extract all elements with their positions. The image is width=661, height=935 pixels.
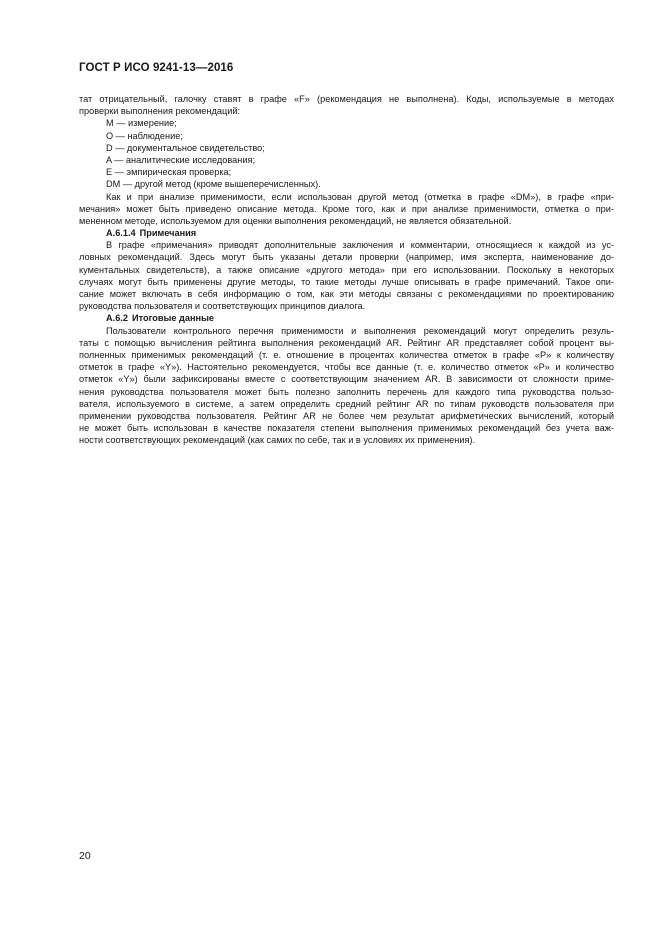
method-code-item: M — измерение; xyxy=(106,118,177,129)
paragraph-line: В графе «примечания» приводят дополнительные заключения и комментарии, относящиеся к каждой из ус- xyxy=(106,240,614,251)
paragraph-line: нения руководства пользователя может быть полезно заполнить перечень для каждого типа руководства пользо- xyxy=(79,386,614,397)
paragraph-line: вателя, используемого в системе, а затем определить средний рейтинг AR по типам руководств пользователя при xyxy=(79,398,614,409)
method-code-item: E — эмпирическая проверка; xyxy=(106,167,232,178)
method-code-item: A — аналитические исследования; xyxy=(106,154,256,165)
paragraph-line: тат отрицательный, галочку ставят в графе «F» (рекомендация не выполнена). Коды, используемые в методах xyxy=(79,94,614,104)
paragraph-line: мененном методе, используемом для оценки выполнения рекомендаций, не является обязательной. xyxy=(79,215,512,226)
paragraph-line: мечания» может быть приведено описание метода. Кроме того, как и при анализе применимости, отметка о при- xyxy=(79,203,614,214)
section-number: А.6.2 xyxy=(106,313,128,324)
document-header: ГОСТ Р ИСО 9241-13—2016 xyxy=(79,62,234,74)
section-heading-a62 xyxy=(79,312,614,324)
method-code-item: D — документальное свидетельство; xyxy=(106,142,265,153)
section-number: А.6.1.4 xyxy=(106,228,136,239)
paragraph-line: не может быть использован в качестве показателя степени выполнения применимых рекомендаций без учета важ- xyxy=(79,423,614,434)
paragraph-line: полненных применимых рекомендаций (т. е. отношение в процентах количества отметок в графе «P» к количеству xyxy=(79,349,614,360)
paragraph-line: Как и при анализе применимости, если использован другой метод (отметка в графе «DM»), в графе «при- xyxy=(106,191,614,202)
method-code-item: DM — другой метод (кроме вышеперечисленных). xyxy=(106,179,321,190)
paragraph-line: отметок в графе «Y»). Настоятельно рекомендуется, чтобы все данные (т. е. количество отметок «P» и количество xyxy=(79,362,614,373)
paragraph-line: случаях могут быть применены другие методы, то такие методы лучше описывать в графе примечаний. Такое опи- xyxy=(79,276,614,287)
section-title: Примечания xyxy=(139,228,197,239)
paragraph-line: кументальных свидетельств), а также описание «другого метода» при его использовании. Поскольку в некоторых xyxy=(79,264,614,275)
paragraph-line: сание может включать в себя информацию о том, как эти методы связаны с рекомендациями по проектированию xyxy=(79,289,614,299)
paragraph-line: применении руководства пользователя. Рейтинг AR не более чем результат арифметических вычислений, который xyxy=(79,410,614,421)
paragraph-line: отметок «Y») были зафиксированы вместе с соответствующим значением AR. В зависимости от сложности приме- xyxy=(79,374,614,385)
paragraph-line: руководства пользователя и соответствующих принципов диалога. xyxy=(79,301,366,312)
section-heading-a614 xyxy=(79,227,614,239)
method-code-item: O — наблюдение; xyxy=(106,130,183,141)
page-number: 20 xyxy=(79,850,91,862)
paragraph-line: ности соответствующих рекомендаций (как самих по себе, так и в условиях их применения). xyxy=(79,435,476,446)
section-title: Итоговые данные xyxy=(131,313,215,324)
paragraph-line: ловных рекомендаций. Здесь могут быть указаны детали проверки (например, имя эксперта, наименование до- xyxy=(79,252,614,263)
document-body xyxy=(79,93,614,446)
paragraph-line: проверки выполнения рекомендаций: xyxy=(79,106,241,117)
paragraph-line: Пользователи контрольного перечня применимости и выполнения рекомендаций могут определить резуль- xyxy=(106,325,614,336)
paragraph-line: таты с помощью вычисления рейтинга выполнения рекомендаций AR. Рейтинг AR представляет собой процент вы- xyxy=(79,337,614,348)
